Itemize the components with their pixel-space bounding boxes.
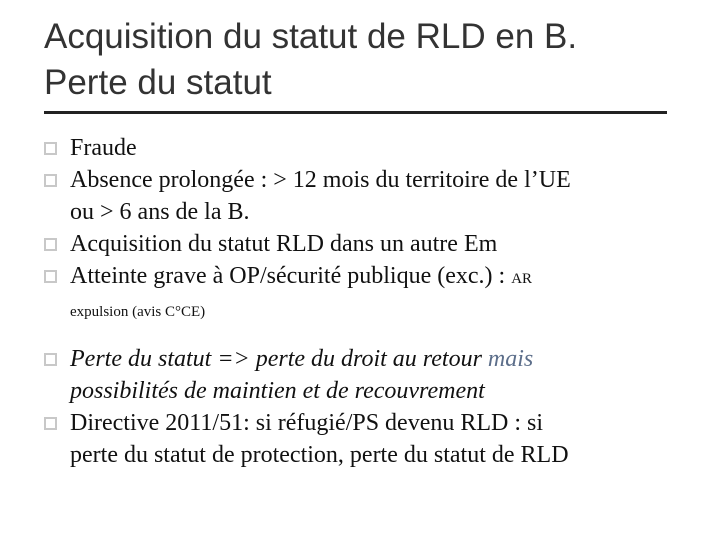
square-bullet-icon bbox=[44, 353, 57, 366]
bullet-suffix: AR bbox=[511, 271, 533, 287]
bullet-text-main: Perte du statut => perte du droit au retour bbox=[70, 346, 488, 372]
title-line-2: Perte du statut bbox=[44, 63, 272, 102]
bullet-text: Acquisition du statut RLD dans un autre Em bbox=[70, 231, 498, 257]
bullet-text-line2: perte du statut de protection, perte du statut de RLD bbox=[70, 442, 569, 468]
square-bullet-icon bbox=[44, 174, 57, 187]
bullet-item-directive bbox=[44, 407, 684, 471]
bullet-text: Fraude bbox=[70, 135, 137, 161]
bullet-item-perte bbox=[44, 343, 684, 407]
bullet-text-line1: Directive 2011/51: si réfugié/PS devenu RLD : si bbox=[70, 410, 544, 436]
bullet-text-accent: mais bbox=[487, 346, 534, 372]
bullet-text-line1: Absence prolongée : > 12 mois du territoire de l’UE bbox=[70, 167, 571, 193]
bullet-item-absence bbox=[44, 164, 684, 228]
title-divider bbox=[44, 111, 667, 114]
bullet-text: Atteinte grave à OP/sécurité publique (exc.) : bbox=[70, 263, 512, 289]
bullet-item-acquisition bbox=[44, 228, 684, 260]
title-line-1: Acquisition du statut de RLD en B. bbox=[44, 17, 578, 56]
bullet-text-line1 bbox=[70, 343, 684, 375]
square-bullet-icon bbox=[44, 417, 57, 430]
bullet-text-line2: possibilités de maintien et de recouvrement bbox=[70, 378, 485, 404]
bullet-item-atteinte bbox=[44, 260, 684, 295]
bullet-text-line2: ou > 6 ans de la B. bbox=[70, 199, 250, 225]
square-bullet-icon bbox=[44, 142, 57, 155]
bullet-item-fraude bbox=[44, 132, 684, 164]
bullet-note: expulsion (avis C°CE) bbox=[70, 304, 206, 320]
square-bullet-icon bbox=[44, 270, 57, 283]
bullet-text-line1 bbox=[70, 260, 684, 295]
bullet-list bbox=[44, 132, 684, 471]
square-bullet-icon bbox=[44, 238, 57, 251]
slide-title bbox=[44, 14, 684, 106]
